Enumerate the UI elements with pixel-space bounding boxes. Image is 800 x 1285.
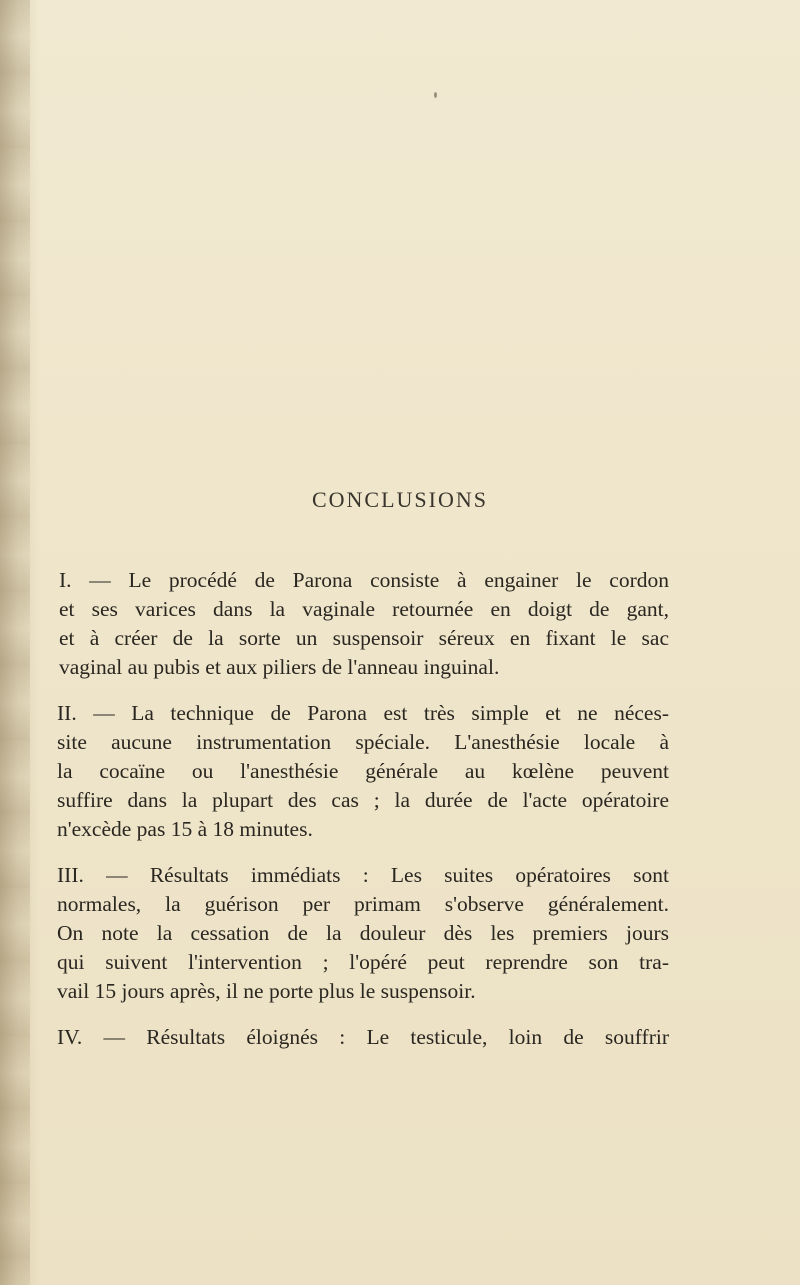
text-line: normales, la guérison per primam s'observe généralement.: [57, 892, 669, 916]
text-line: On note la cessation de la douleur dès les premiers jours: [57, 921, 669, 945]
paragraph-2: [57, 699, 669, 844]
section-heading: CONCLUSIONS: [311, 487, 489, 512]
text-line: IV. — Résultats éloignés : Le testicule, loin de souffrir: [57, 1025, 669, 1049]
paragraph-3: [57, 861, 669, 1006]
text-line: qui suivent l'intervention ; l'opéré peut reprendre son tra-: [57, 950, 669, 974]
paragraph-1: [57, 566, 669, 682]
text-line: la cocaïne ou l'anesthésie générale au kœlène peuvent: [57, 759, 669, 783]
paragraph-4: [57, 1023, 669, 1052]
text-line: III. — Résultats immédiats : Les suites opératoires sont: [57, 863, 669, 887]
ink-speck: [434, 92, 437, 98]
text-line: site aucune instrumentation spéciale. L'anesthésie locale à: [57, 730, 669, 754]
text-line: n'excède pas 15 à 18 minutes.: [57, 817, 313, 841]
text-line: suffire dans la plupart des cas ; la durée de l'acte opératoire: [57, 788, 669, 812]
text-line: vaginal au pubis et aux piliers de l'anneau inguinal.: [59, 655, 500, 679]
text-line: et ses varices dans la vaginale retournée en doigt de gant,: [59, 597, 669, 621]
text-line: vail 15 jours après, il ne porte plus le suspensoir.: [57, 979, 476, 1003]
binding-shadow: [0, 0, 30, 1285]
text-line: et à créer de la sorte un suspensoir séreux en fixant le sac: [59, 626, 669, 650]
text-line: II. — La technique de Parona est très simple et ne néces-: [57, 701, 669, 725]
conclusions-body: [57, 566, 669, 1069]
text-line: I. — Le procédé de Parona consiste à engainer le cordon: [59, 568, 669, 592]
